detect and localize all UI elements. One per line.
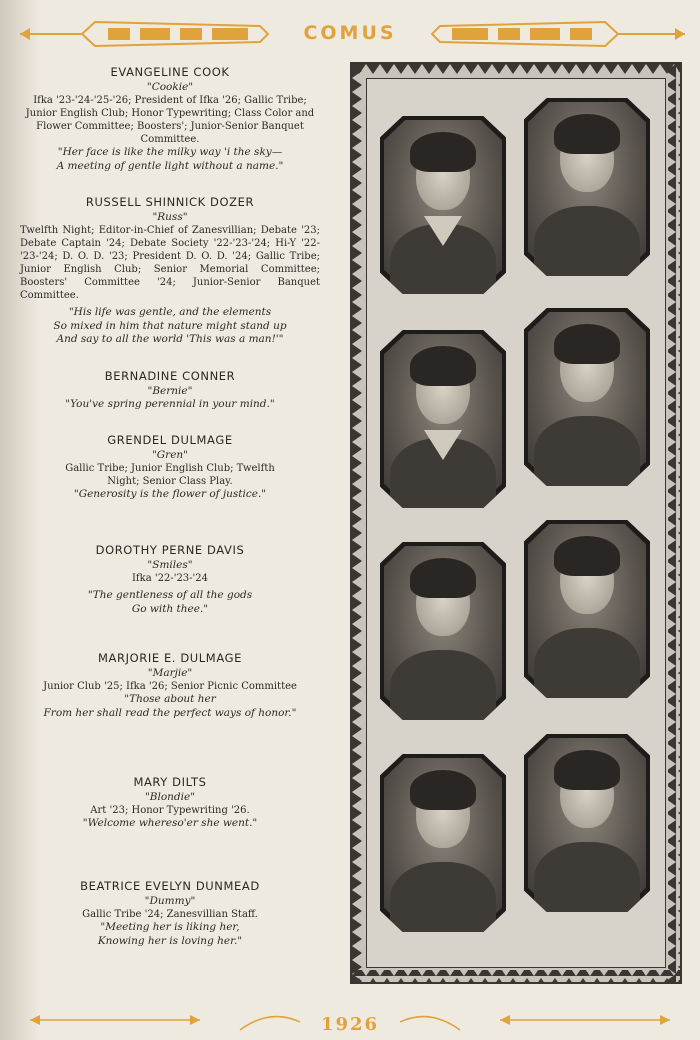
portrait-photo-5: [380, 542, 506, 720]
student-name: MARJORIE E. DULMAGE: [98, 651, 242, 665]
student-activities: Twelfth Night; Editor-in-Chief of Zanesvillian; Debate '23; Debate Captain '24; Debate Society '22-'23-'24; Hi-Y '22-'23-'24; D. O. D. '23; President D. O. D. '24; Gallic Tribe; Junior English Club; Senior Memorial Committee; Boosters' Committee '24; Junior-Senior Banquet Committee.: [20, 225, 320, 301]
portrait-photo-7: [380, 754, 506, 932]
student-nickname: "Gren": [151, 449, 189, 461]
footer-year: 1926: [320, 1014, 380, 1035]
bio-mary-dilts: [20, 774, 320, 831]
student-nickname: "Cookie": [146, 81, 194, 93]
student-name: RUSSELL SHINNICK DOZER: [85, 195, 255, 209]
photo-panel: [350, 62, 682, 984]
student-quote: "Generosity is the flower of justice.": [73, 488, 267, 500]
student-quote: "Her face is like the milky way 'i the sky— A meeting of gentle light without a name.": [56, 146, 284, 172]
bio-russell-dozer: [20, 194, 320, 347]
student-activities: Art '23; Honor Typewriting '26.: [90, 805, 250, 816]
student-activities: Ifka '22-'23-'24: [131, 573, 209, 584]
header-banner: [0, 14, 700, 54]
bio-bernadine-conner: [20, 368, 320, 412]
student-name: EVANGELINE COOK: [110, 65, 230, 79]
student-activities: Gallic Tribe; Junior English Club; Twelfth Night; Senior Class Play.: [65, 463, 275, 487]
student-quote: "Those about her From her shall read the perfect ways of honor.": [43, 693, 297, 719]
bio-dorothy-davis: [20, 542, 320, 616]
portrait-photo-8: [524, 734, 650, 912]
student-quote: "Welcome whereso'er she went.": [82, 817, 258, 829]
student-name: GRENDEL DULMAGE: [107, 433, 233, 447]
student-quote: "The gentleness of all the gods Go with thee.": [87, 589, 253, 615]
footer-banner: [0, 1000, 700, 1040]
portrait-photo-3: [380, 330, 506, 508]
student-name: MARY DILTS: [133, 775, 207, 789]
portrait-photo-6: [524, 520, 650, 698]
student-nickname: "Smiles": [147, 559, 193, 571]
student-quote: "You've spring perennial in your mind.": [65, 398, 275, 410]
student-name: BERNADINE CONNER: [104, 369, 236, 383]
student-nickname: "Marjie": [147, 667, 193, 679]
student-quote: "His life was gentle, and the elements So mixed in him that nature might stand up And say to all the world 'This was a man!'": [53, 306, 287, 345]
bio-grendel-dulmage: [20, 432, 320, 502]
student-quote: "Meeting her is liking her, Knowing her is loving her.": [97, 921, 243, 947]
portrait-photo-2: [524, 98, 650, 276]
student-name: BEATRICE EVELYN DUNMEAD: [80, 879, 260, 893]
portrait-photo-1: [380, 116, 506, 294]
bio-evangeline-cook: [20, 64, 320, 173]
yearbook-title: COMUS: [303, 22, 397, 44]
student-name: DOROTHY PERNE DAVIS: [95, 543, 245, 557]
bio-beatrice-dunmead: [20, 878, 320, 948]
student-activities: Gallic Tribe '24; Zanesvillian Staff.: [82, 909, 258, 920]
bio-marjorie-dulmage: [20, 650, 320, 720]
student-activities: Junior Club '25; Ifka '26; Senior Picnic Committee: [43, 681, 297, 692]
portrait-photo-4: [524, 308, 650, 486]
student-activities: Ifka '23-'24-'25-'26; President of Ifka '26; Gallic Tribe; Junior English Club; Honor Typewriting; Class Color and Flower Committee; Boosters'; Junior-Senior Banquet Committee.: [25, 95, 315, 145]
student-nickname: "Blondie": [144, 791, 196, 803]
student-nickname: "Russ": [152, 211, 188, 223]
student-nickname: "Bernie": [147, 385, 193, 397]
student-nickname: "Dummy": [144, 895, 196, 907]
